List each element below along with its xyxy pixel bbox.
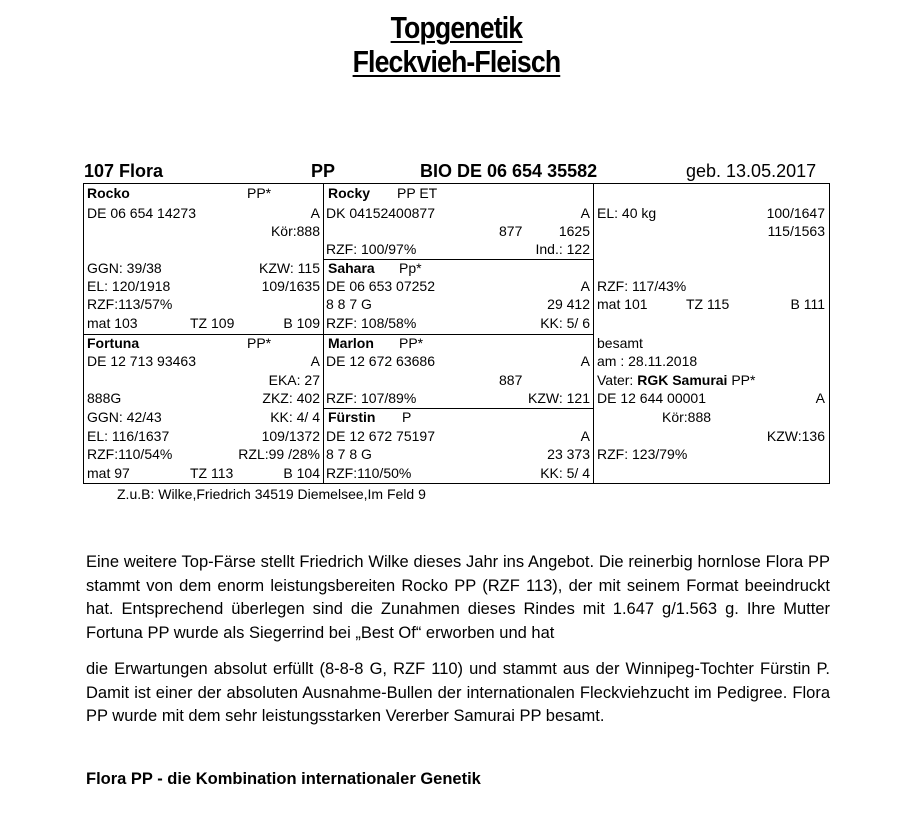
- description-paragraph-1: Eine weitere Top-Färse stellt Friedrich Wilke dieses Jahr ins Angebot. Die reinerbig hornlose Flora PP stammt von dem enorm leistungsbereiten Rocko PP (RZF 113), der mit seinem Format beeindruckt hat. Entsprechend überlegen sind die Zunahmen dieses Rindes mit 1.647 g/1.563 g. Ihre Mutter Fortuna PP wurde als Siegerrind bei „Best Of“ erworben und hat: [86, 553, 830, 642]
- sire-dam-milk: 29 412: [547, 296, 590, 312]
- dam-pp: PP*: [247, 335, 272, 351]
- right-el-value-2: 115/1563: [767, 223, 825, 239]
- dam-name: Fortuna: [87, 335, 140, 351]
- sire-id: DE 06 654 14273: [87, 205, 196, 221]
- sire-kzw: KZW: 115: [259, 260, 320, 276]
- sire-sire-value-1: 877: [499, 223, 523, 239]
- right-vater-label: Vater:: [597, 372, 638, 388]
- dam-dam-kk: KK: 5/ 4: [540, 465, 590, 481]
- dam-dam-id: DE 12 672 75197: [326, 428, 435, 444]
- sire-dam-rzf: RZF: 108/58%: [326, 315, 417, 331]
- dam-eka: EKA: 27: [268, 372, 320, 388]
- sire-b: B 109: [283, 315, 320, 331]
- sire-sire-rzf: RZF: 100/97%: [326, 241, 417, 257]
- sire-a: A: [310, 205, 320, 221]
- dam-sire-name: Marlon: [328, 335, 374, 351]
- sire-el-values: 109/1635: [261, 278, 320, 294]
- right-b: B 111: [790, 296, 825, 312]
- dam-zkz: ZKZ: 402: [262, 390, 320, 406]
- sire-kor: Kör:888: [270, 223, 320, 239]
- sire-sire-value-2: 1625: [558, 223, 590, 239]
- dam-sire-value: 887: [499, 372, 523, 388]
- right-vater-id: DE 12 644 00001: [597, 390, 706, 406]
- right-vater-kzw: KZW:136: [766, 428, 825, 444]
- sire-dam-kk: KK: 5/ 6: [540, 315, 590, 331]
- right-el-value-1: 100/1647: [766, 205, 825, 221]
- right-tz: TZ 115: [686, 296, 730, 312]
- sire-sire-name: Rocky: [328, 185, 371, 201]
- right-vater-a: A: [815, 390, 825, 406]
- sire-tz: TZ 109: [190, 315, 235, 331]
- dam-dam-grade: 8 7 8 G: [326, 446, 372, 462]
- sire-dam-grade: 8 8 7 G: [326, 296, 372, 312]
- sire-dam-id: DE 06 653 07252: [326, 278, 435, 294]
- dam-dam-rzf: RZF:110/50%: [326, 465, 412, 481]
- right-vater-name: RGK Samurai: [637, 372, 728, 388]
- sire-dam-a: A: [580, 278, 590, 294]
- dam-el: EL: 116/1637: [87, 428, 170, 444]
- dam-el-values: 109/1372: [261, 428, 320, 444]
- sire-dam-pp: Pp*: [399, 260, 422, 276]
- right-vater-rzf: RZF: 123/79%: [597, 446, 688, 462]
- dam-tz: TZ 113: [190, 465, 234, 481]
- dam-id: DE 12 713 93463: [87, 353, 196, 369]
- dam-a: A: [310, 353, 320, 369]
- title-line-1: Topgenetik: [390, 10, 523, 45]
- sire-sire-a: A: [580, 205, 590, 221]
- sire-ggn: GGN: 39/38: [87, 260, 162, 276]
- sire-sire-pp: PP ET: [397, 185, 438, 201]
- sire-mat: mat 103: [87, 315, 138, 331]
- right-vater-kor: Kör:888: [662, 409, 712, 425]
- closing-line: Flora PP - die Kombination internationaler Genetik: [86, 770, 481, 788]
- sire-el: EL: 120/1918: [87, 278, 171, 294]
- dam-mat: mat 97: [87, 465, 130, 481]
- sire-name: Rocko: [87, 185, 130, 201]
- dam-ggn: GGN: 42/43: [87, 409, 162, 425]
- dam-rzf: RZF:110/54%: [87, 446, 173, 462]
- dam-sire-a: A: [580, 353, 590, 369]
- dam-sire-pp: PP*: [399, 335, 424, 351]
- right-el: EL: 40 kg: [597, 205, 657, 221]
- dam-kk: KK: 4/ 4: [270, 409, 320, 425]
- dam-rzl: RZL:99 /28%: [238, 446, 320, 462]
- dam-dam-milk: 23 373: [547, 446, 590, 462]
- sire-pp: PP*: [247, 185, 272, 201]
- sire-sire-ind: Ind.: 122: [535, 241, 590, 257]
- right-rzf: RZF: 117/43%: [597, 278, 687, 294]
- animal-pp: PP: [311, 161, 336, 181]
- right-vater: [597, 372, 755, 389]
- breeder-line: Z.u.B: Wilke,Friedrich 34519 Diemelsee,Im Feld 9: [117, 486, 426, 502]
- right-besamt-date: am : 28.11.2018: [597, 353, 698, 369]
- right-vater-pp: PP*: [727, 372, 756, 388]
- dam-sire-id: DE 12 672 63686: [326, 353, 435, 369]
- dam-dam-a: A: [580, 428, 590, 444]
- dam-grade: 888G: [87, 390, 122, 406]
- dam-b: B 104: [283, 465, 320, 481]
- sire-rzf: RZF:113/57%: [87, 296, 173, 312]
- right-besamt: besamt: [597, 335, 643, 351]
- right-mat: mat 101: [597, 296, 648, 312]
- dam-dam-name: Fürstin: [328, 409, 376, 425]
- animal-birth-date: geb. 13.05.2017: [686, 161, 817, 181]
- description-paragraph-2: die Erwartungen absolut erfüllt (8-8-8 G, RZF 110) und stammt aus der Winnipeg-Tochter Fürstin P. Damit ist einer der absoluten Ausnahme-Bullen der internationalen Fleckviehzucht im Pedigree. Flora PP wurde mit dem sehr leistungsstarken Vererber Samurai PP besamt.: [86, 660, 830, 725]
- dam-sire-rzf: RZF: 107/89%: [326, 390, 417, 406]
- animal-number-name: 107 Flora: [84, 161, 164, 181]
- sire-sire-id: DK 04152400877: [326, 205, 435, 221]
- dam-sire-kzw: KZW: 121: [528, 390, 590, 406]
- title-line-2: Fleckvieh-Fleisch: [352, 44, 561, 79]
- animal-bio-id: BIO DE 06 654 35582: [420, 161, 598, 181]
- dam-dam-pp: P: [402, 409, 412, 425]
- sire-dam-name: Sahara: [328, 260, 375, 276]
